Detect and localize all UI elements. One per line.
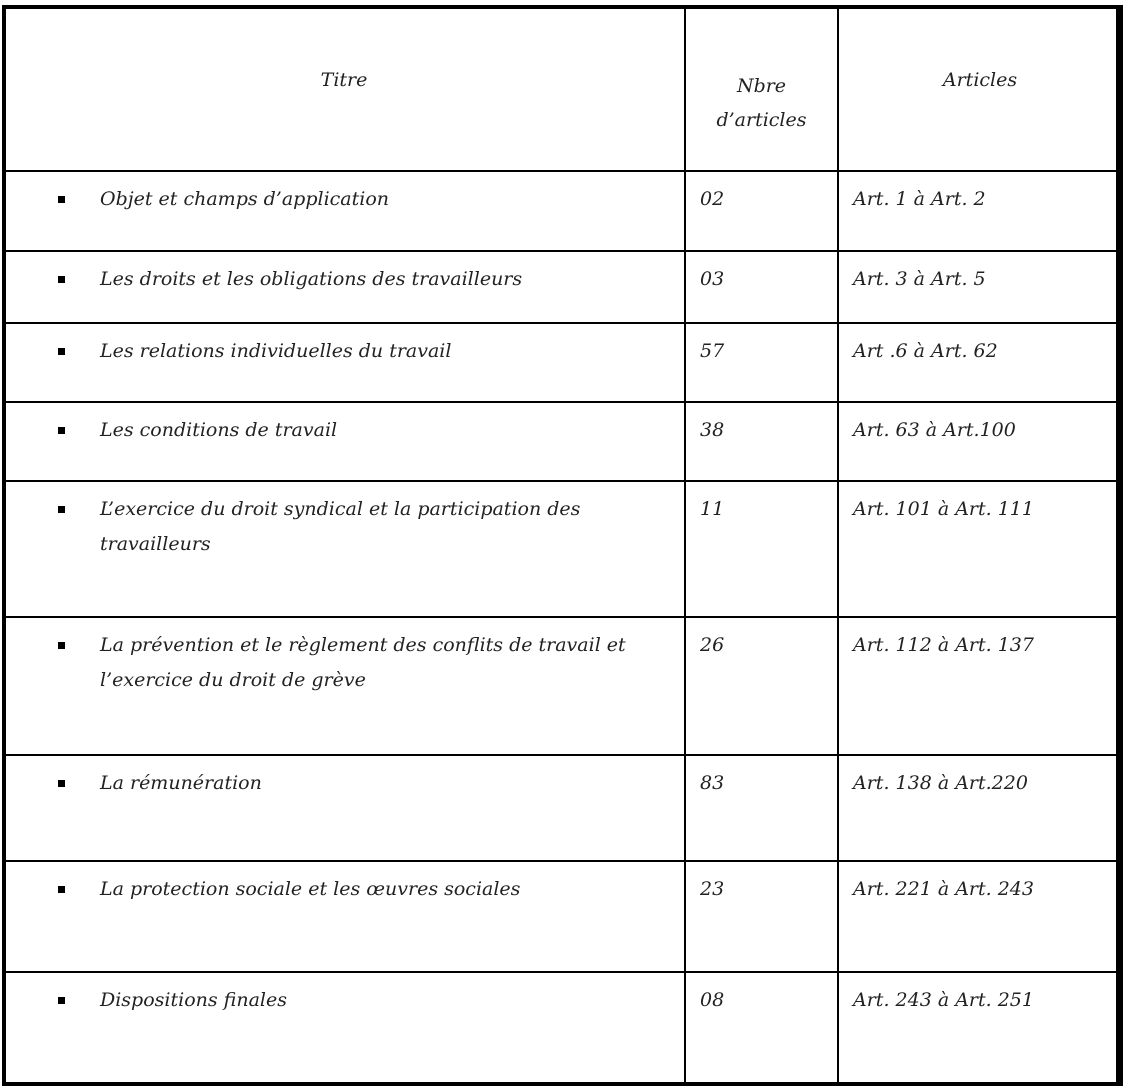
row-title: Les conditions de travail	[100, 418, 338, 441]
row-count: 02	[685, 171, 838, 251]
header-titre: Titre	[3, 6, 685, 171]
row-count: 83	[685, 755, 838, 862]
row-articles: Art .6 à Art. 62	[838, 323, 1122, 402]
header-articles: Articles	[838, 6, 1122, 171]
row-title: La prévention et le règlement des conflits de travail et l’exercice du droit de grève	[100, 634, 626, 692]
row-count: 11	[685, 481, 838, 617]
row-articles: Art. 112 à Art. 137	[838, 617, 1122, 754]
row-title: La protection sociale et les œuvres sociales	[100, 878, 521, 901]
row-articles: Art. 101 à Art. 111	[838, 481, 1122, 617]
header-nbre-line2: d’articles	[716, 109, 807, 131]
row-count: 23	[685, 861, 838, 972]
row-articles: Art. 1 à Art. 2	[838, 171, 1122, 251]
row-count: 03	[685, 251, 838, 324]
row-articles: Art. 243 à Art. 251	[838, 972, 1122, 1085]
row-title: Les droits et les obligations des travailleurs	[100, 267, 523, 290]
header-nbre-line1: Nbre	[736, 75, 787, 97]
row-articles: Art. 138 à Art.220	[838, 755, 1122, 862]
row-title: Dispositions finales	[100, 989, 287, 1012]
row-articles: Art. 63 à Art.100	[838, 402, 1122, 482]
row-title: L’exercice du droit syndical et la participation des travailleurs	[100, 498, 581, 556]
row-count: 26	[685, 617, 838, 754]
outer-border	[2, 5, 1121, 1086]
row-count: 38	[685, 402, 838, 482]
row-count: 08	[685, 972, 838, 1085]
row-title: Les relations individuelles du travail	[100, 340, 452, 363]
row-count: 57	[685, 323, 838, 402]
row-title: La rémunération	[100, 771, 262, 794]
row-articles: Art. 221 à Art. 243	[838, 861, 1122, 972]
row-articles: Art. 3 à Art. 5	[838, 251, 1122, 324]
row-title: Objet et champs d’application	[100, 188, 390, 211]
